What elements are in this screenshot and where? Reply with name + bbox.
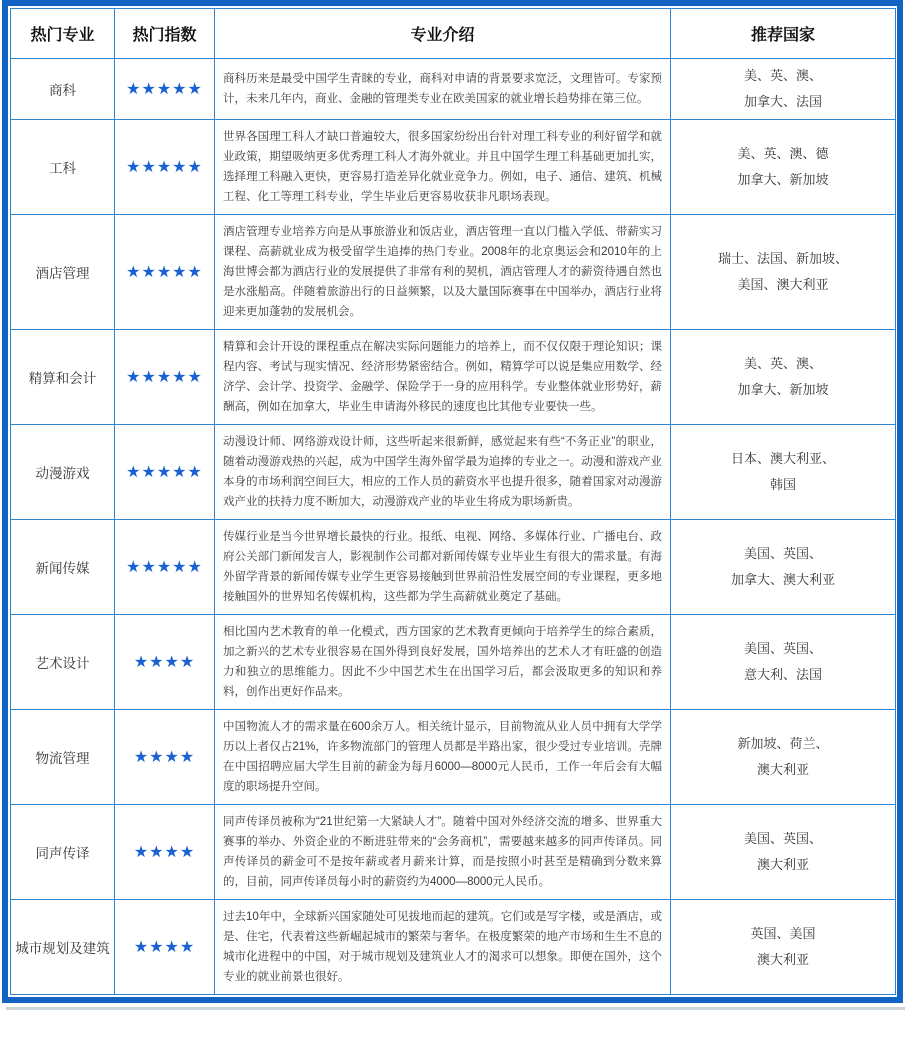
country-line: 美国、澳大利亚 — [737, 277, 829, 292]
recommended-countries-cell — [671, 330, 896, 425]
table-row — [11, 330, 896, 425]
major-intro-cell: 世界各国理工科人才缺口普遍较大，很多国家纷纷出台针对理工科专业的利好留学和就业政策，期望吸纳更多优秀理工科人才海外就业。并且中国学生理工科基础更加扎实，选择理工科融入更快，更容易打造差异化就业竞争力。例如，电子、通信、建筑、机械工程、化工等理工科专业，学生毕业后更容易收获非凡职场表现。 — [215, 120, 671, 215]
major-name-cell: 工科 — [11, 120, 115, 215]
bottom-shadow-divider — [6, 1007, 905, 1010]
header-popularity-index: 热门指数 — [115, 9, 215, 59]
major-intro-cell: 酒店管理专业培养方向是从事旅游业和饭店业，酒店管理一直以门槛入学低、带薪实习课程、高薪就业成为极受留学生追捧的热门专业。2008年的北京奥运会和2010年的上海世博会都为酒店行业的发展提供了非常有利的契机，酒店管理人才的薪资待遇自然也是水涨船高。伴随着旅游出行的日益频繁，以及大量国际赛事在中国举办，酒店行业将迎来更加蓬勃的发展机会。 — [215, 215, 671, 330]
popularity-stars-cell: ★★★★★ — [115, 330, 215, 425]
popularity-stars-cell: ★★★★★ — [115, 425, 215, 520]
major-intro-cell: 商科历来是最受中国学生青睐的专业，商科对申请的背景要求宽泛，文理皆可。专家预计，未来几年内，商业、金融的管理类专业在欧美国家的就业增长趋势排在第三位。 — [215, 59, 671, 120]
country-line: 澳大利亚 — [756, 857, 809, 872]
table-header — [11, 9, 896, 59]
recommended-countries-cell — [671, 120, 896, 215]
majors-table-container — [2, 0, 903, 1003]
major-intro-cell: 过去10年中，全球新兴国家随处可见拔地而起的建筑。它们或是写字楼，或是酒店，或是、住宅，代表着这些新崛起城市的繁荣与奢华。在极度繁荣的地产市场和生生不息的城市化进程中的中国，对于城市规划及建筑业人才的渴求可以想象。即便在国外，这个专业的就业前景也很好。 — [215, 900, 671, 995]
country-line: 美、英、澳、德 — [737, 146, 829, 161]
major-name-cell: 艺术设计 — [11, 615, 115, 710]
header-recommended-countries: 推荐国家 — [671, 9, 896, 59]
country-line: 美国、英国、 — [743, 831, 822, 846]
recommended-countries-cell — [671, 425, 896, 520]
major-name-cell: 城市规划及建筑 — [11, 900, 115, 995]
table-row — [11, 425, 896, 520]
table-row — [11, 805, 896, 900]
country-line: 韩国 — [769, 477, 796, 492]
table-row — [11, 900, 896, 995]
country-line: 瑞士、法国、新加坡、 — [717, 251, 848, 266]
recommended-countries-cell — [671, 805, 896, 900]
major-name-cell: 新闻传媒 — [11, 520, 115, 615]
major-intro-cell: 动漫设计师、网络游戏设计师，这些听起来很新鲜，感觉起来有些“不务正业”的职业，随着动漫游戏热的兴起，成为中国学生海外留学最为追捧的专业之一。动漫和游戏产业本身的市场利润空间巨大，相应的工作人员的薪资水平也提升很多，随着国家对动漫游戏产业的扶持力度不断加大，动漫游戏产业的毕业生将成为职场新贵。 — [215, 425, 671, 520]
country-line: 加拿大、法国 — [743, 94, 822, 109]
recommended-countries-cell — [671, 900, 896, 995]
popularity-stars-cell: ★★★★ — [115, 900, 215, 995]
recommended-countries-cell — [671, 59, 896, 120]
recommended-countries-cell — [671, 215, 896, 330]
major-name-cell: 同声传译 — [11, 805, 115, 900]
recommended-countries-cell — [671, 710, 896, 805]
country-line: 日本、澳大利亚、 — [730, 451, 835, 466]
table-body — [11, 59, 896, 995]
major-name-cell: 精算和会计 — [11, 330, 115, 425]
header-major: 热门专业 — [11, 9, 115, 59]
country-line: 意大利、法国 — [743, 667, 822, 682]
major-name-cell: 动漫游戏 — [11, 425, 115, 520]
recommended-countries-cell — [671, 615, 896, 710]
major-name-cell: 商科 — [11, 59, 115, 120]
popularity-stars-cell: ★★★★★ — [115, 59, 215, 120]
country-line: 澳大利亚 — [756, 952, 809, 967]
recommended-countries-cell — [671, 520, 896, 615]
country-line: 美、英、澳、 — [743, 356, 822, 371]
popularity-stars-cell: ★★★★★ — [115, 215, 215, 330]
major-name-cell: 酒店管理 — [11, 215, 115, 330]
major-intro-cell: 同声传译员被称为“21世纪第一大紧缺人才”。随着中国对外经济交流的增多、世界重大赛事的举办、外资企业的不断进驻带来的“会务商机”，需要越来越多的同声传译员。同声传译员的薪金可不是按年薪或者月薪来计算，而是按照小时甚至是精确到分数来算的，目前，同声传译员每小时的薪资约为4000—8000元人民币。 — [215, 805, 671, 900]
country-line: 美国、英国、 — [743, 546, 822, 561]
major-intro-cell: 传媒行业是当今世界增长最快的行业。报纸、电视、网络、多媒体行业、广播电台、政府公关部门新闻发言人，影视制作公司都对新闻传媒专业毕业生有很大的需求量。有海外留学背景的新闻传媒专业学生更容易接触到世界前沿性发展空间的专业课程，更多地接触国外的世界知名传媒机构，这些都为学生高薪就业奠定了基础。 — [215, 520, 671, 615]
popularity-stars-cell: ★★★★ — [115, 805, 215, 900]
table-row — [11, 710, 896, 805]
country-line: 加拿大、新加坡 — [737, 172, 829, 187]
table-row — [11, 520, 896, 615]
major-intro-cell: 精算和会计开设的课程重点在解决实际问题能力的培养上，而不仅仅限于理论知识；课程内容、考试与现实情况、经济形势紧密结合。例如，精算学可以说是集应用数学、经济学、会计学、投资学、金融学、保险学于一身的应用科学。专业整体就业形势好，薪酬高，例如在加拿大，毕业生申请海外移民的速度也比其他专业要快一些。 — [215, 330, 671, 425]
table-row — [11, 215, 896, 330]
country-line: 澳大利亚 — [756, 762, 809, 777]
majors-table — [10, 8, 896, 995]
major-intro-cell: 中国物流人才的需求量在600余万人。相关统计显示，目前物流从业人员中拥有大学学历以上者仅占21%，许多物流部门的管理人员都是半路出家，很少受过专业培训。壳牌在中国招聘应届大学生目前的薪金为每月6000—8000元人民币，工作一年后会有大幅度的职场提升空间。 — [215, 710, 671, 805]
popularity-stars-cell: ★★★★★ — [115, 120, 215, 215]
country-line: 加拿大、新加坡 — [737, 382, 829, 397]
major-intro-cell: 相比国内艺术教育的单一化模式，西方国家的艺术教育更倾向于培养学生的综合素质，加之新兴的艺术专业很容易在国外得到良好发展，国外培养出的艺术人才有旺盛的创造力和独立的思维能力。因此不少中国艺术生在出国学习后，都会汲取更多的知识和养料，创作出更好作品来。 — [215, 615, 671, 710]
popularity-stars-cell: ★★★★★ — [115, 520, 215, 615]
country-line: 英国、美国 — [750, 926, 816, 941]
header-row — [11, 9, 896, 59]
country-line: 美国、英国、 — [743, 641, 822, 656]
country-line: 加拿大、澳大利亚 — [730, 572, 835, 587]
table-row — [11, 59, 896, 120]
major-name-cell: 物流管理 — [11, 710, 115, 805]
popularity-stars-cell: ★★★★ — [115, 710, 215, 805]
header-major-intro: 专业介绍 — [215, 9, 671, 59]
popularity-stars-cell: ★★★★ — [115, 615, 215, 710]
table-row — [11, 615, 896, 710]
country-line: 美、英、澳、 — [743, 68, 822, 83]
table-row — [11, 120, 896, 215]
country-line: 新加坡、荷兰、 — [737, 736, 829, 751]
